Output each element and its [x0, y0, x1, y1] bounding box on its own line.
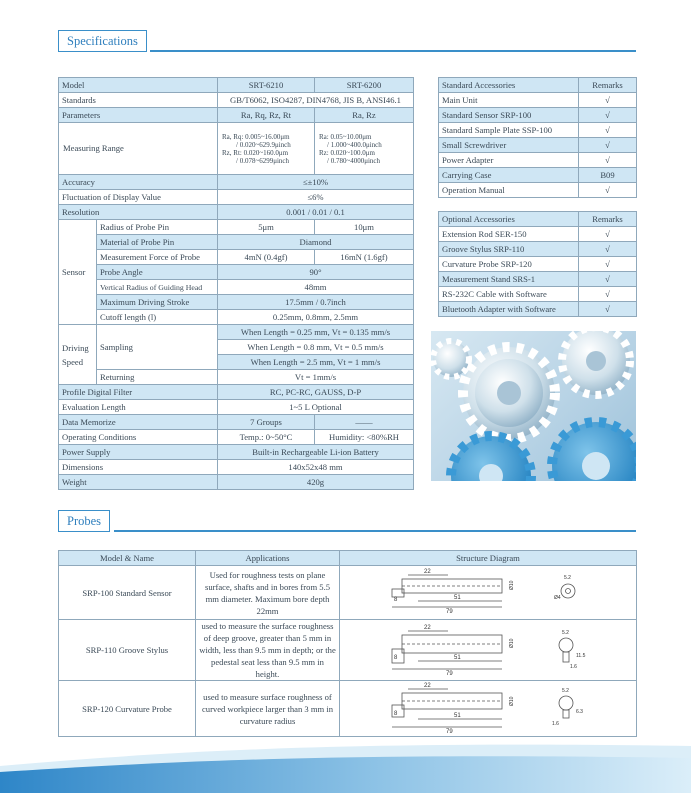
- table-row: Maximum Driving Stroke 17.5mm / 0.7inch: [59, 295, 414, 310]
- table-row: Driving Speed Sampling When Length = 0.25 mm, Vt = 0.135 mm/s: [59, 325, 414, 340]
- table-row: Model & Name Applications Structure Diagram: [59, 551, 637, 566]
- table-row: Power Adapter √: [439, 153, 637, 168]
- table-row: Standard Accessories Remarks: [439, 78, 637, 93]
- probes-heading: [58, 510, 636, 532]
- table-row: Bluetooth Adapter with Software √: [439, 302, 637, 317]
- table-row: Curvature Probe SRP-120 √: [439, 257, 637, 272]
- table-row: Resolution 0.001 / 0.01 / 0.1: [59, 205, 414, 220]
- table-row: Operation Manual √: [439, 183, 637, 198]
- svg-text:11.5: 11.5: [576, 652, 586, 659]
- table-row: Parameters Ra, Rq, Rz, Rt Ra, Rz: [59, 108, 414, 123]
- svg-text:Ø4: Ø4: [554, 595, 561, 601]
- svg-text:Ø10: Ø10: [509, 638, 515, 648]
- table-row: Evaluation Length 1~5 L Optional: [59, 400, 414, 415]
- table-row: Carrying Case B09: [439, 168, 637, 183]
- table-row: Standards GB/T6062, ISO4287, DIN4768, JIS B, ANSI46.1: [59, 93, 414, 108]
- table-row: RS-232C Cable with Software √: [439, 287, 637, 302]
- svg-text:79: 79: [446, 670, 453, 675]
- table-row: Main Unit √: [439, 93, 637, 108]
- table-row: Probe Angle 90°: [59, 265, 414, 280]
- probes-table: [58, 550, 637, 737]
- gears-image: [431, 331, 636, 481]
- gears-illustration: [431, 331, 636, 481]
- optional-accessories-table: [438, 211, 637, 317]
- srp-100-diagram: [340, 566, 637, 620]
- specifications-title: Specifications: [58, 30, 147, 52]
- svg-text:5.2: 5.2: [562, 688, 569, 694]
- standard-accessories-table: [438, 77, 637, 198]
- measuring-range-col1: Ra, Rq: 0.005~16.00μm / 0.020~629.9μinch Rz, Rt: 0.020~160.0μm / 0.078~6299μinch: [218, 123, 315, 175]
- srp-120-drawing: [388, 681, 588, 733]
- table-row: Standard Sample Plate SSP-100 √: [439, 123, 637, 138]
- svg-text:22: 22: [424, 683, 431, 689]
- table-row: Material of Probe Pin Diamond: [59, 235, 414, 250]
- svg-text:5.2: 5.2: [562, 629, 569, 636]
- srp-100-drawing: [388, 567, 588, 615]
- measuring-range-col2: Ra: 0.05~10.00μm / 1.000~400.0μinch Rz: 0.020~100.0μm / 0.780~4000μinch: [315, 123, 414, 175]
- table-row: Profile Digital Filter RC, PC-RC, GAUSS, D-P: [59, 385, 414, 400]
- svg-text:8: 8: [394, 597, 398, 603]
- table-row: Weight 420g: [59, 475, 414, 490]
- svg-text:79: 79: [446, 729, 453, 733]
- table-row: Measuring Range Ra, Rq: 0.005~16.00μm / 0.020~629.9μinch Rz, Rt: 0.020~160.0μm / 0.078~6299μinch Ra: 0.05~10.00μm / 1.000~400.0μinch Rz: 0.020~100.0μm / 0.780~4000μinch: [59, 123, 414, 175]
- svg-text:22: 22: [424, 569, 431, 575]
- sensor-label: Sensor: [59, 220, 97, 325]
- gear-blue-left: [451, 436, 531, 481]
- table-row: Extension Rod SER-150 √: [439, 227, 637, 242]
- table-row: Power Supply Built-in Rechargeable Li-ion Battery: [59, 445, 414, 460]
- svg-text:6.3: 6.3: [576, 709, 583, 715]
- table-row: SRP-120 Curvature Probe used to measure surface roughness of curved workpiece larger than 3 mm in curvature radius 22 51 79 8 Ø10 5.2 6.3 1.6: [59, 681, 637, 737]
- table-row: Standard Sensor SRP-100 √: [439, 108, 637, 123]
- table-row: Dimensions 140x52x48 mm: [59, 460, 414, 475]
- table-row: Fluctuation of Display Value ≤6%: [59, 190, 414, 205]
- srp-110-diagram: [340, 620, 637, 681]
- table-row: Cutoff length (l) 0.25mm, 0.8mm, 2.5mm: [59, 310, 414, 325]
- srp-110-drawing: [388, 623, 588, 675]
- table-row: SRP-100 Standard Sensor Used for roughness tests on plane surface, shafts and in bores from 5.5 mm diameter. Maximum bore depth 22mm 22 51 79 8 Ø10 5.2 Ø4: [59, 566, 637, 620]
- table-row: Operating Conditions Temp.: 0~50°C Humidity: <80%RH: [59, 430, 414, 445]
- svg-text:Ø10: Ø10: [509, 580, 515, 590]
- svg-text:51: 51: [454, 595, 461, 601]
- gear-large: [463, 347, 555, 439]
- table-row: Measurement Force of Probe 4mN (0.4gf) 16mN (1.6gf): [59, 250, 414, 265]
- table-row: Accuracy ≤±10%: [59, 175, 414, 190]
- gear-top-right: [562, 331, 630, 395]
- table-row: Model SRT-6210 SRT-6200: [59, 78, 414, 93]
- gear-blue-right: [552, 422, 636, 481]
- svg-text:22: 22: [424, 624, 431, 631]
- srp-120-diagram: [340, 681, 637, 737]
- probes-title: Probes: [58, 510, 110, 532]
- svg-text:Ø10: Ø10: [509, 696, 515, 706]
- table-row: Returning Vt = 1mm/s: [59, 370, 414, 385]
- table-row: Vertical Radius of Guiding Head 48mm: [59, 280, 414, 295]
- table-row: Measurement Stand SRS-1 √: [439, 272, 637, 287]
- specifications-heading: [58, 30, 636, 52]
- table-row: Groove Stylus SRP-110 √: [439, 242, 637, 257]
- svg-text:1.6: 1.6: [552, 721, 559, 727]
- svg-text:51: 51: [454, 713, 461, 719]
- driving-speed-label: Driving Speed: [59, 325, 97, 385]
- gear-small: [433, 341, 469, 377]
- svg-text:5.2: 5.2: [564, 575, 571, 581]
- table-row: When Length = 0.8 mm, Vt = 0.5 mm/s: [59, 340, 414, 355]
- svg-text:1.6: 1.6: [570, 663, 577, 670]
- svg-text:8: 8: [394, 654, 398, 661]
- table-row: Small Screwdriver √: [439, 138, 637, 153]
- svg-text:8: 8: [394, 711, 398, 717]
- table-row: Data Memorize 7 Groups ——: [59, 415, 414, 430]
- table-row: Optional Accessories Remarks: [439, 212, 637, 227]
- svg-text:79: 79: [446, 609, 453, 615]
- table-row: SRP-110 Groove Stylus used to measure the surface roughness of deep groove, greater than 5 mm in width, less than 9.5 mm in depth; or the pedestal seat less than 9.5 mm in height. 22 51 79 8 Ø10 5.2 11.5 1.6: [59, 620, 637, 681]
- table-row: When Length = 2.5 mm, Vt = 1 mm/s: [59, 355, 414, 370]
- specifications-table: [58, 77, 414, 490]
- table-row: Sensor Radius of Probe Pin 5μm 10μm: [59, 220, 414, 235]
- svg-text:51: 51: [454, 654, 461, 661]
- footer-wave: [0, 732, 691, 793]
